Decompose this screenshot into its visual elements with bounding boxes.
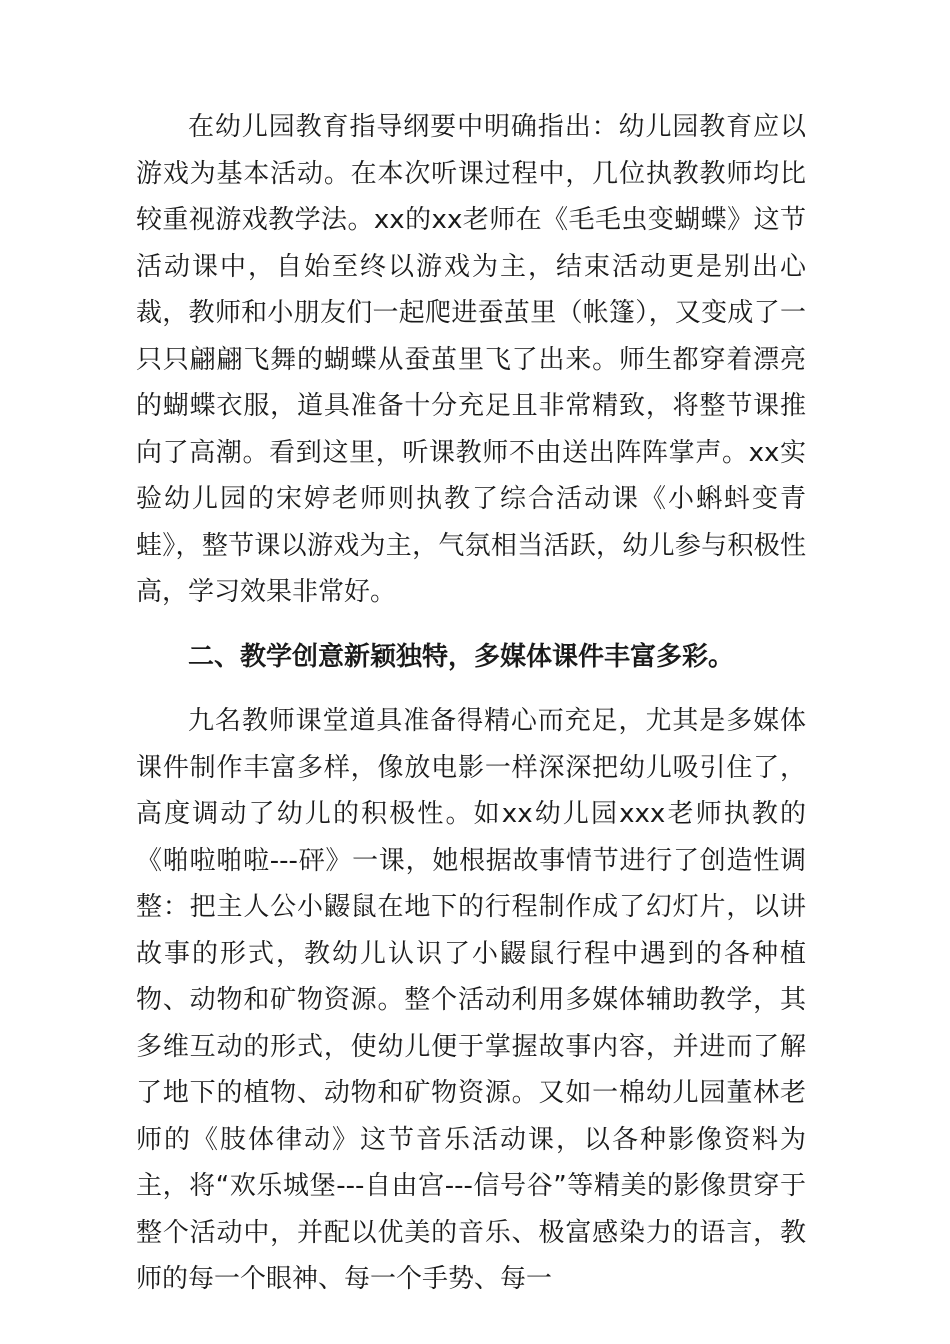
paragraph-multimedia: 九名教师课堂道具准备得精心而充足，尤其是多媒体课件制作丰富多样，像放电影一样深深把幼儿吸引住了，高度调动了幼儿的积极性。如xx幼儿园xxx老师执教的《啪啦啪啦---砰》一课，她根据故事情节进行了创造性调整：把主人公小鼹鼠在地下的行程制作成了幻灯片，以讲故事的形式，教幼儿认识了小鼹鼠行程中遇到的各种植物、动物和矿物资源。整个活动利用多媒体辅助教学，其多维互动的形式，使幼儿便于掌握故事内容，并进而了解了地下的植物、动物和矿物资源。又如一棉幼儿园董林老师的《肢体律动》这节音乐活动课，以各种影像资料为主，将“欢乐城堡---自由宫---信号谷”等精美的影像贯穿于整个活动中，并配以优美的音乐、极富感染力的语言，教师的每一个眼神、每一个手势、每一 xyxy=(136,706,806,1294)
document-body xyxy=(136,104,806,1303)
paragraph-game-teaching: 在幼儿园教育指导纲要中明确指出：幼儿园教育应以游戏为基本活动。在本次听课过程中，几位执教教师均比较重视游戏教学法。xx的xx老师在《毛毛虫变蝴蝶》这节活动课中，自始至终以游戏为主，结束活动更是别出心裁，教师和小朋友们一起爬进蚕茧里（帐篷），又变成了一只只翩翩飞舞的蝴蝶从蚕茧里飞了出来。师生都穿着漂亮的蝴蝶衣服，道具准备十分充足且非常精致，将整节课推向了高潮。看到这里，听课教师不由送出阵阵掌声。xx实验幼儿园的宋婷老师则执教了综合活动课《小蝌蚪变青蛙》，整节课以游戏为主，气氛相当活跃，幼儿参与积极性高，学习效果非常好。 xyxy=(136,112,806,607)
section-heading-2: 二、教学创意新颖独特，多媒体课件丰富多彩。 xyxy=(188,641,735,672)
